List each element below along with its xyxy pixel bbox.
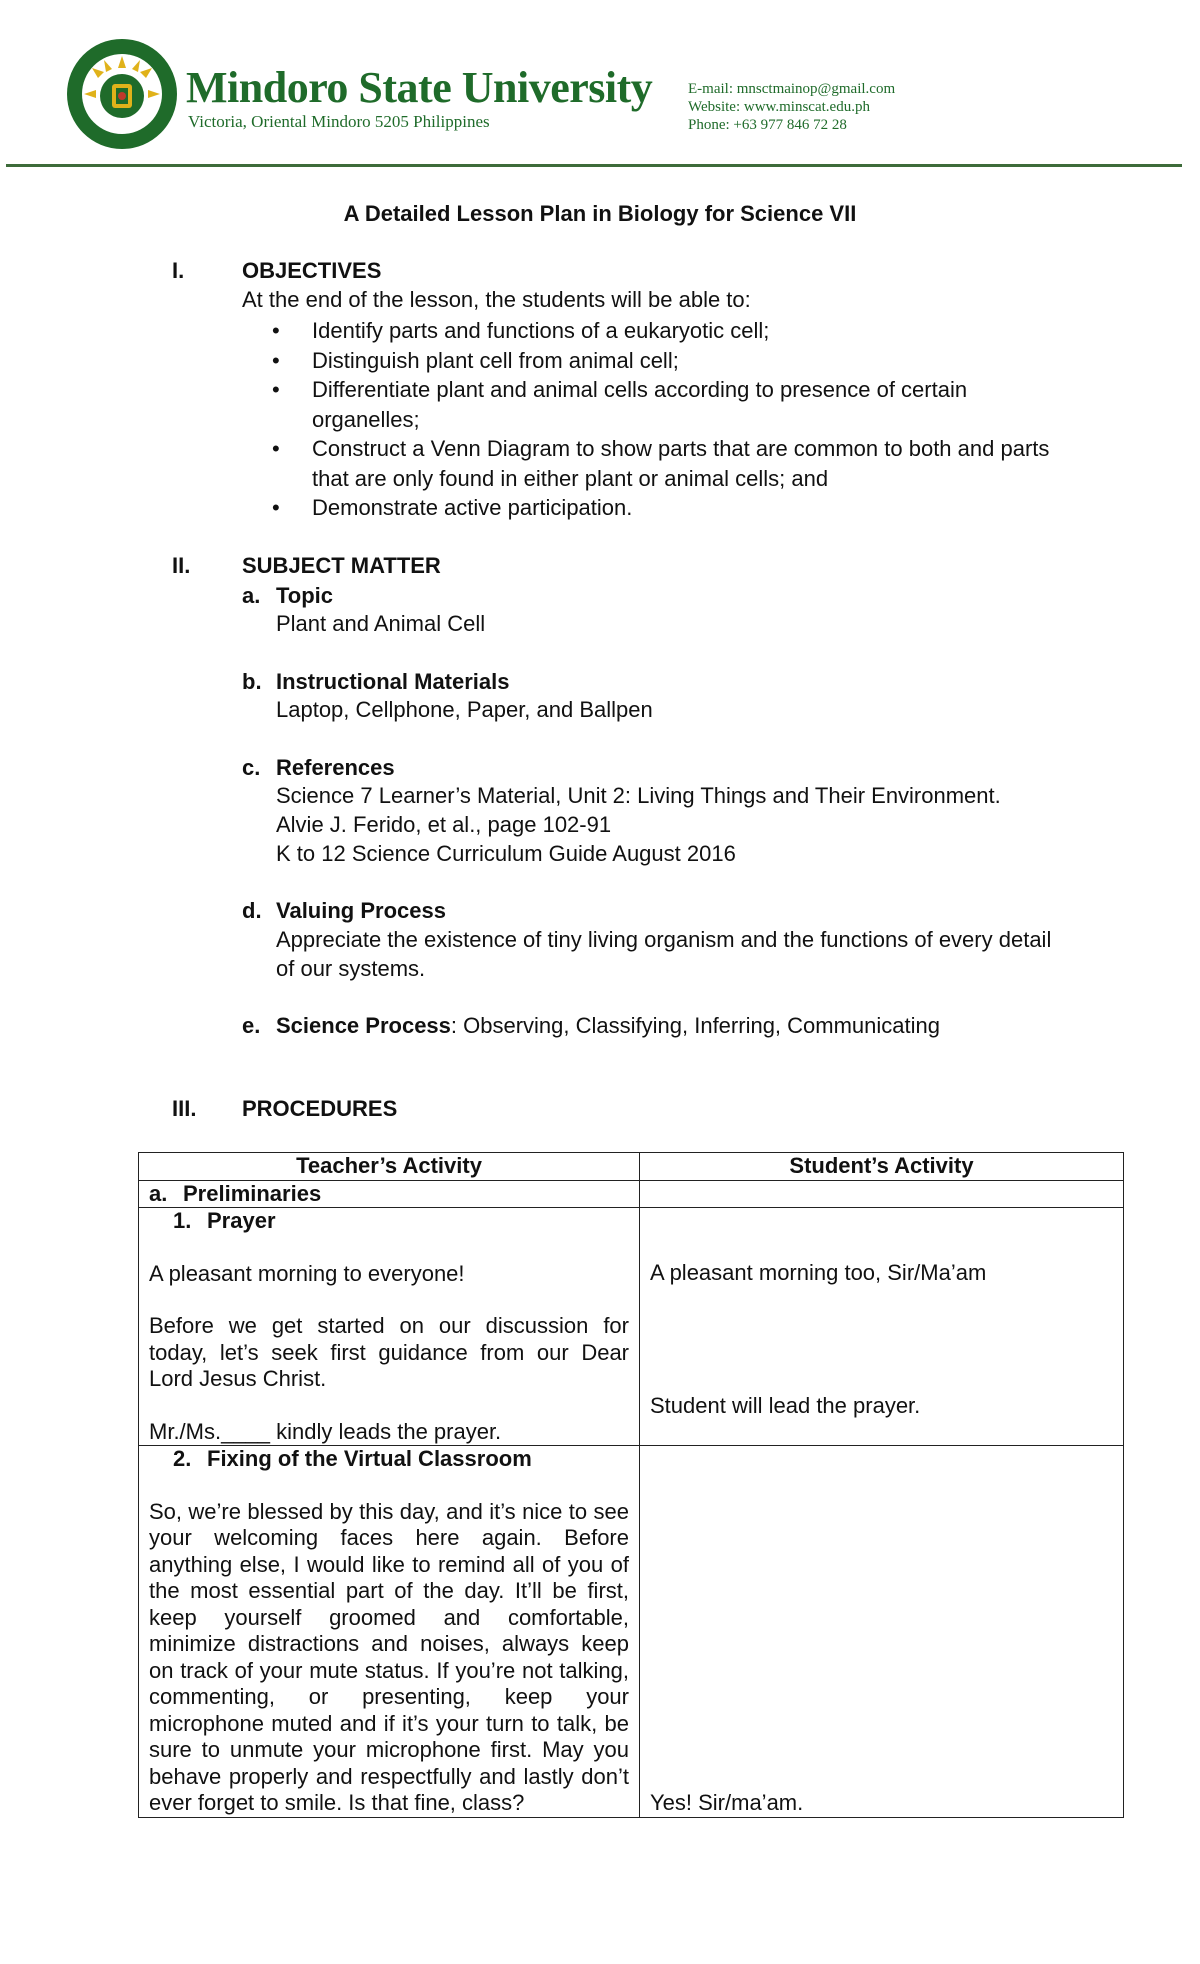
preliminaries-cell: a. Preliminaries: [139, 1180, 640, 1208]
table-header-row: [139, 1153, 1124, 1181]
column-header-teacher: Teacher’s Activity: [139, 1153, 640, 1181]
prayer-teacher-cell: [139, 1208, 640, 1446]
student-greeting: A pleasant morning too, Sir/Ma’am: [650, 1260, 987, 1285]
list-item: • Differentiate plant and animal cells according to presence of certain organelles;: [272, 377, 968, 432]
science-process-label: e.: [242, 1013, 261, 1038]
prayer-student-cell: [640, 1208, 1124, 1446]
valuing-label: d.: [242, 898, 262, 923]
fixing-student-cell: [640, 1446, 1124, 1818]
section-number: I.: [172, 258, 185, 283]
contact-phone: Phone: +63 977 846 72 28: [688, 117, 847, 133]
fixing-teacher-cell: [139, 1446, 640, 1818]
reference-line: Science 7 Learner’s Material, Unit 2: Living Things and Their Environment.: [276, 783, 1001, 808]
valuing-line: of our systems.: [276, 956, 426, 981]
references-heading: References: [276, 755, 395, 780]
list-item: • Demonstrate active participation.: [272, 495, 633, 520]
empty-cell: [640, 1180, 1124, 1208]
section-number: III.: [172, 1096, 197, 1121]
reference-line: K to 12 Science Curriculum Guide August 2016: [276, 841, 736, 866]
list-item: • Identify parts and functions of a eukaryotic cell;: [272, 318, 770, 343]
contact-block: [688, 80, 895, 134]
table-row: [139, 1180, 1124, 1208]
table-row: [139, 1208, 1124, 1446]
prayer-greeting: A pleasant morning to everyone!: [149, 1260, 465, 1286]
section-heading: SUBJECT MATTER: [242, 553, 441, 578]
materials-heading: Instructional Materials: [276, 669, 510, 694]
letterhead: [0, 0, 1200, 170]
student-reply: Yes! Sir/ma’am.: [650, 1790, 804, 1815]
fixing-heading: 2. Fixing of the Virtual Classroom: [173, 1446, 532, 1471]
contact-website: Website: www.minscat.edu.ph: [688, 99, 870, 115]
valuing-line: Appreciate the existence of tiny living organism and the functions of every detail: [276, 927, 1052, 952]
prayer-heading: 1. Prayer: [173, 1208, 276, 1233]
topic-label: a.: [242, 583, 261, 608]
contact-email: E-mail: mnsctmainop@gmail.com: [688, 81, 896, 97]
objectives-list: [242, 316, 1062, 523]
topic-value: Plant and Animal Cell: [276, 611, 486, 636]
fixing-text: So, we’re blessed by this day, and it’s nice to see your welcoming faces here again. Before anything else, I would like to remind all of you of the most essential part of the day. It’ll be first, keep yourself groomed and comfortable, minimize distractions and noises, always keep on track of your mute status. If you’re not talking, commenting, or presenting, keep your microphone muted and if it’s your turn to talk, be sure to unmute your microphone first. May you behave properly and respectfully and lastly don’t ever forget to smile. Is that fine, class?: [149, 1498, 629, 1815]
section-heading: PROCEDURES: [242, 1096, 398, 1121]
student-lead: Student will lead the prayer.: [650, 1392, 921, 1418]
science-process-heading: Science Process: [276, 1013, 451, 1038]
column-header-student: Student’s Activity: [640, 1153, 1124, 1181]
science-process: [276, 1011, 940, 1040]
prayer-guidance: Before we get started on our discussion for today, let’s seek first guidance from our Dear Lord Jesus Christ.: [149, 1313, 629, 1391]
reference-line: Alvie J. Ferido, et al., page 102-91: [276, 812, 612, 837]
header-divider: [6, 164, 1182, 167]
prayer-lead: Mr./Ms.____ kindly leads the prayer.: [149, 1418, 502, 1444]
university-address: Victoria, Oriental Mindoro 5205 Philippines: [188, 112, 490, 131]
university-seal-icon: [66, 38, 178, 150]
university-name: Mindoro State University: [186, 63, 653, 112]
materials-label: b.: [242, 669, 262, 694]
objectives-intro: At the end of the lesson, the students will be able to:: [242, 287, 751, 312]
topic-heading: Topic: [276, 583, 334, 608]
list-item: • Distinguish plant cell from animal cell;: [272, 347, 679, 373]
procedures-table: [138, 1152, 1124, 1818]
references-label: c.: [242, 755, 261, 780]
science-process-value: : Observing, Classifying, Inferring, Communicating: [450, 1013, 940, 1038]
document-title: A Detailed Lesson Plan in Biology for Science VII: [343, 201, 857, 226]
materials-value: Laptop, Cellphone, Paper, and Ballpen: [276, 697, 653, 722]
table-row: [139, 1446, 1124, 1818]
valuing-heading: Valuing Process: [276, 898, 446, 923]
list-item: • Construct a Venn Diagram to show parts that are common to both and parts that are only found in either plant or animal cells; and: [272, 436, 1050, 491]
section-number: II.: [172, 553, 191, 578]
section-heading: OBJECTIVES: [242, 258, 382, 283]
